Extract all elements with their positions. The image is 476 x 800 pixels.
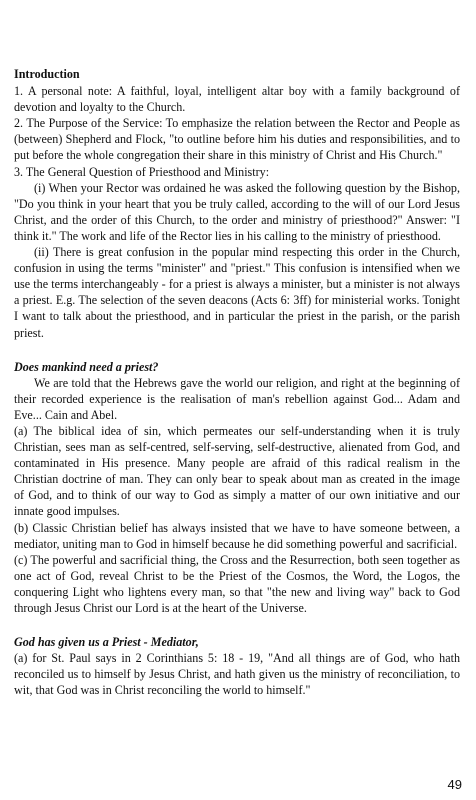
paragraph-corinthians: (a) for St. Paul says in 2 Corinthians 5: 18 - 19, "And all things are of God, who hath reconciled us to himself by Jesus Christ, and hath given us the ministry of reconciliation, to wit, that God was in Christ reconciling the world to himself." bbox=[14, 651, 460, 698]
section-heading-priest-mediator: God has given us a Priest - Mediator, bbox=[14, 635, 199, 650]
paragraph-minister-priest-confusion: (ii) There is great confusion in the popular mind respecting this order in the Church, confusion in using the terms "minister" and "priest." This confusion is intensified when we use the terms interchangeably - for a priest is always a minister, but a minister is not always a priest. E.g. The selection of the seven deacons (Acts 6: 3ff) for ministerial works. Tonight I want to talk about the priesthood, and in particular the priest in the parish, or the parish priest. bbox=[14, 245, 460, 340]
paragraph-cross-resurrection: (c) The powerful and sacrificial thing, the Cross and the Resurrection, both seen together as one act of God, reveal Christ to be the Priest of the Cosmos, the Word, the Logos, the conquering Light who lightens every man, so that "the new and living way" back to God through Jesus Christ our Lord is at the heart of the Universe. bbox=[14, 552, 460, 615]
section-heading-introduction: Introduction bbox=[14, 67, 80, 81]
page-body bbox=[14, 66, 460, 698]
paragraph-hebrews: We are told that the Hebrews gave the world our religion, and right at the beginning of their recorded experience is the realisation of man's rebellion against God... Adam and Eve... Cain and Abel. bbox=[14, 375, 460, 422]
paragraph-biblical-sin: (a) The biblical idea of sin, which permeates our self-understanding when it is truly Christian, sees man as self-centred, self-serving, self-destructive, alienated from God, and contaminated in His presence. Many people are afraid of this radical realism in the Christian doctrine of man. They can only bear to speak about man as created in the image of God, and to think of our way to God as simply a matter of our own initiative and our innate good impulses. bbox=[14, 423, 460, 519]
paragraph-ordination-question: (i) When your Rector was ordained he was asked the following question by the Bishop, "Do you think in your heart that you be truly called, according to the will of our Lord Jesus Christ, and the order of this Church, to the order and ministry of priesthood?" Answer: "I think it." The work and life of the Rector lies in his calling to the ministry of priesthood. bbox=[14, 180, 460, 243]
page-number: 49 bbox=[447, 777, 462, 792]
paragraph-purpose-of-service: 2. The Purpose of the Service: To emphasize the relation between the Rector and People as (between) Shepherd and Flock, "to outline before him his duties and responsibilities, and to put before the whole congregation their share in this ministry of Christ and His Church." bbox=[14, 116, 460, 163]
paragraph-general-question: 3. The General Question of Priesthood and Ministry: bbox=[14, 164, 270, 179]
section-spacer bbox=[14, 616, 460, 634]
paragraph-mediator: (b) Classic Christian belief has always insisted that we have to have someone between, a mediator, uniting man to God in himself because he did something powerful and sacrificial. bbox=[14, 520, 460, 551]
section-heading-need-priest: Does mankind need a priest? bbox=[14, 359, 159, 374]
paragraph-personal-note: 1. A personal note: A faithful, loyal, intelligent altar boy with a family background of devotion and loyalty to the Church. bbox=[14, 84, 460, 115]
section-spacer bbox=[14, 341, 460, 359]
